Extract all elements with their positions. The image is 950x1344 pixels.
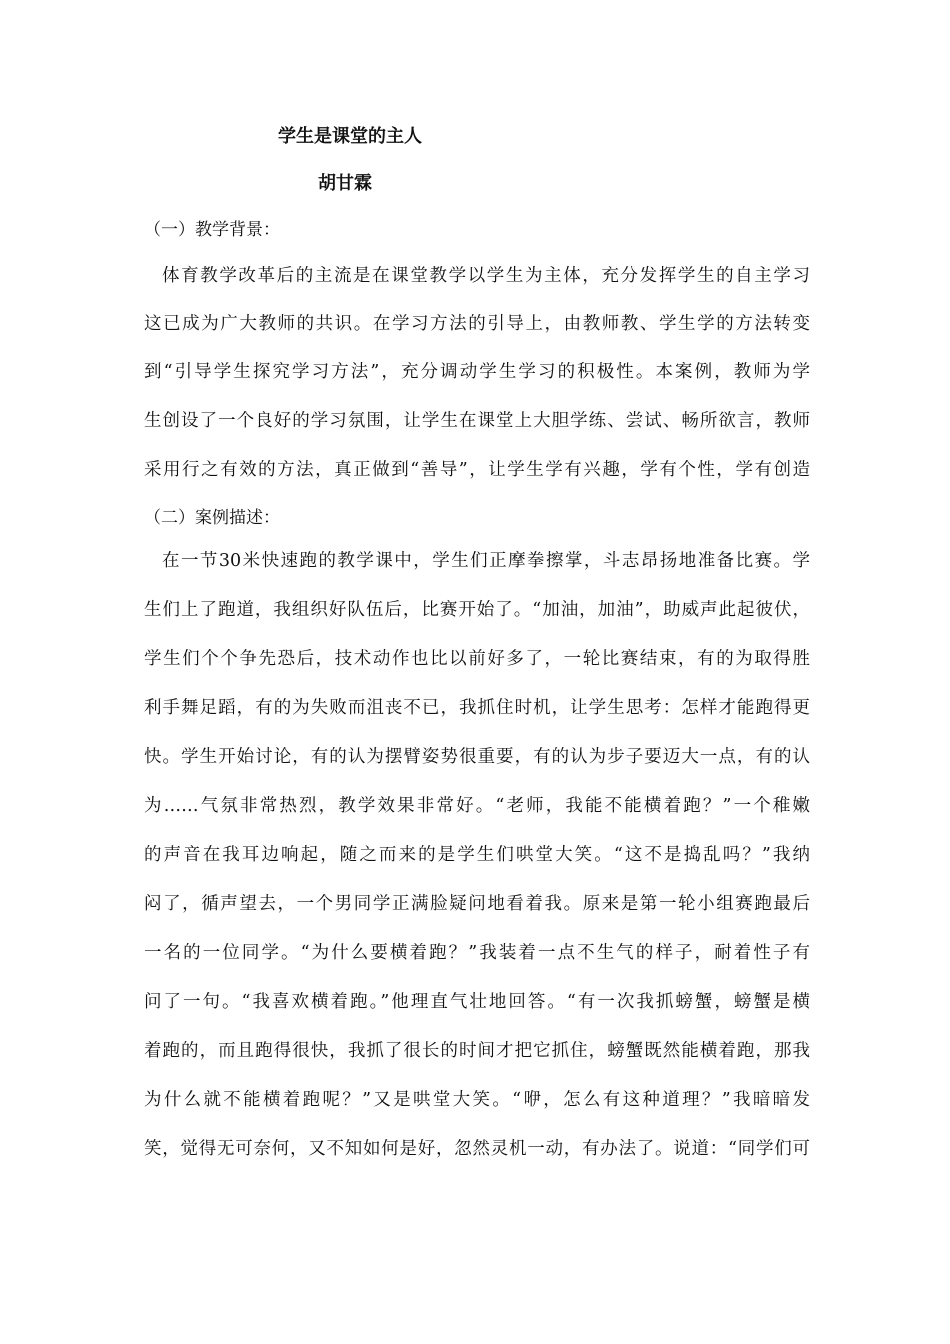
paragraph-line: 学生们个个争先恐后，技术动作也比以前好多了，一轮比赛结束，有的为取得胜: [144, 649, 810, 669]
paragraph-line: 到“引导学生探究学习方法”，充分调动学生学习的积极性。本案例，教师为学: [144, 362, 810, 382]
paragraph-line: 为什么就不能横着跑呢？”又是哄堂大笑。“咿，怎么有这种道理？”我暗暗发: [144, 1090, 810, 1110]
paragraph-line: 笑，觉得无可奈何，又不知如何是好，忽然灵机一动，有办法了。说道：“同学们可: [144, 1139, 810, 1159]
paragraph-line: 体育教学改革后的主流是在课堂教学以学生为主体，充分发挥学生的自主学习: [162, 266, 810, 286]
paragraph-line: 生创设了一个良好的学习氛围，让学生在课堂上大胆学练、尝试、畅所欲言，教师: [144, 411, 810, 431]
paragraph-line: 一名的一位同学。“为什么要横着跑？”我装着一点不生气的样子，耐着性子有: [144, 943, 810, 963]
paragraph-line: 的声音在我耳边响起，随之而来的是学生们哄堂大笑。“这不是捣乱吗？”我纳: [144, 845, 810, 865]
paragraph-line: 着跑的，而且跑得很快，我抓了很长的时间才把它抓住，螃蟹既然能横着跑，那我: [144, 1041, 810, 1061]
section-heading-background: （一）教学背景：: [144, 220, 280, 240]
paragraph-line: 为……气氛非常热烈，教学效果非常好。“老师，我能不能横着跑？”一个稚嫩: [144, 796, 810, 816]
document-title: 学生是课堂的主人: [278, 126, 422, 147]
paragraph-line: 采用行之有效的方法，真正做到“善导”，让学生学有兴趣，学有个性，学有创造: [144, 460, 810, 480]
paragraph-line: 利手舞足蹈，有的为失败而沮丧不已，我抓住时机，让学生思考：怎样才能跑得更: [144, 698, 810, 718]
document-author: 胡甘霖: [318, 173, 372, 194]
paragraph-line: 生们上了跑道，我组织好队伍后，比赛开始了。“加油，加油”，助威声此起彼伏，: [144, 600, 810, 620]
paragraph-line: 这已成为广大教师的共识。在学习方法的引导上，由教师教、学生学的方法转变: [144, 314, 810, 334]
paragraph-line: 问了一句。“我喜欢横着跑。”他理直气壮地回答。“有一次我抓螃蟹，螃蟹是横: [144, 992, 810, 1012]
section-heading-case: （二）案例描述：: [144, 508, 280, 528]
paragraph-line: 闷了，循声望去，一个男同学正满脸疑问地看着我。原来是第一轮小组赛跑最后: [144, 894, 810, 914]
paragraph-line: 在一节30米快速跑的教学课中，学生们正摩拳擦掌，斗志昂扬地准备比赛。学: [162, 551, 810, 571]
paragraph-line: 快。学生开始讨论，有的认为摆臂姿势很重要，有的认为步子要迈大一点，有的认: [144, 747, 810, 767]
